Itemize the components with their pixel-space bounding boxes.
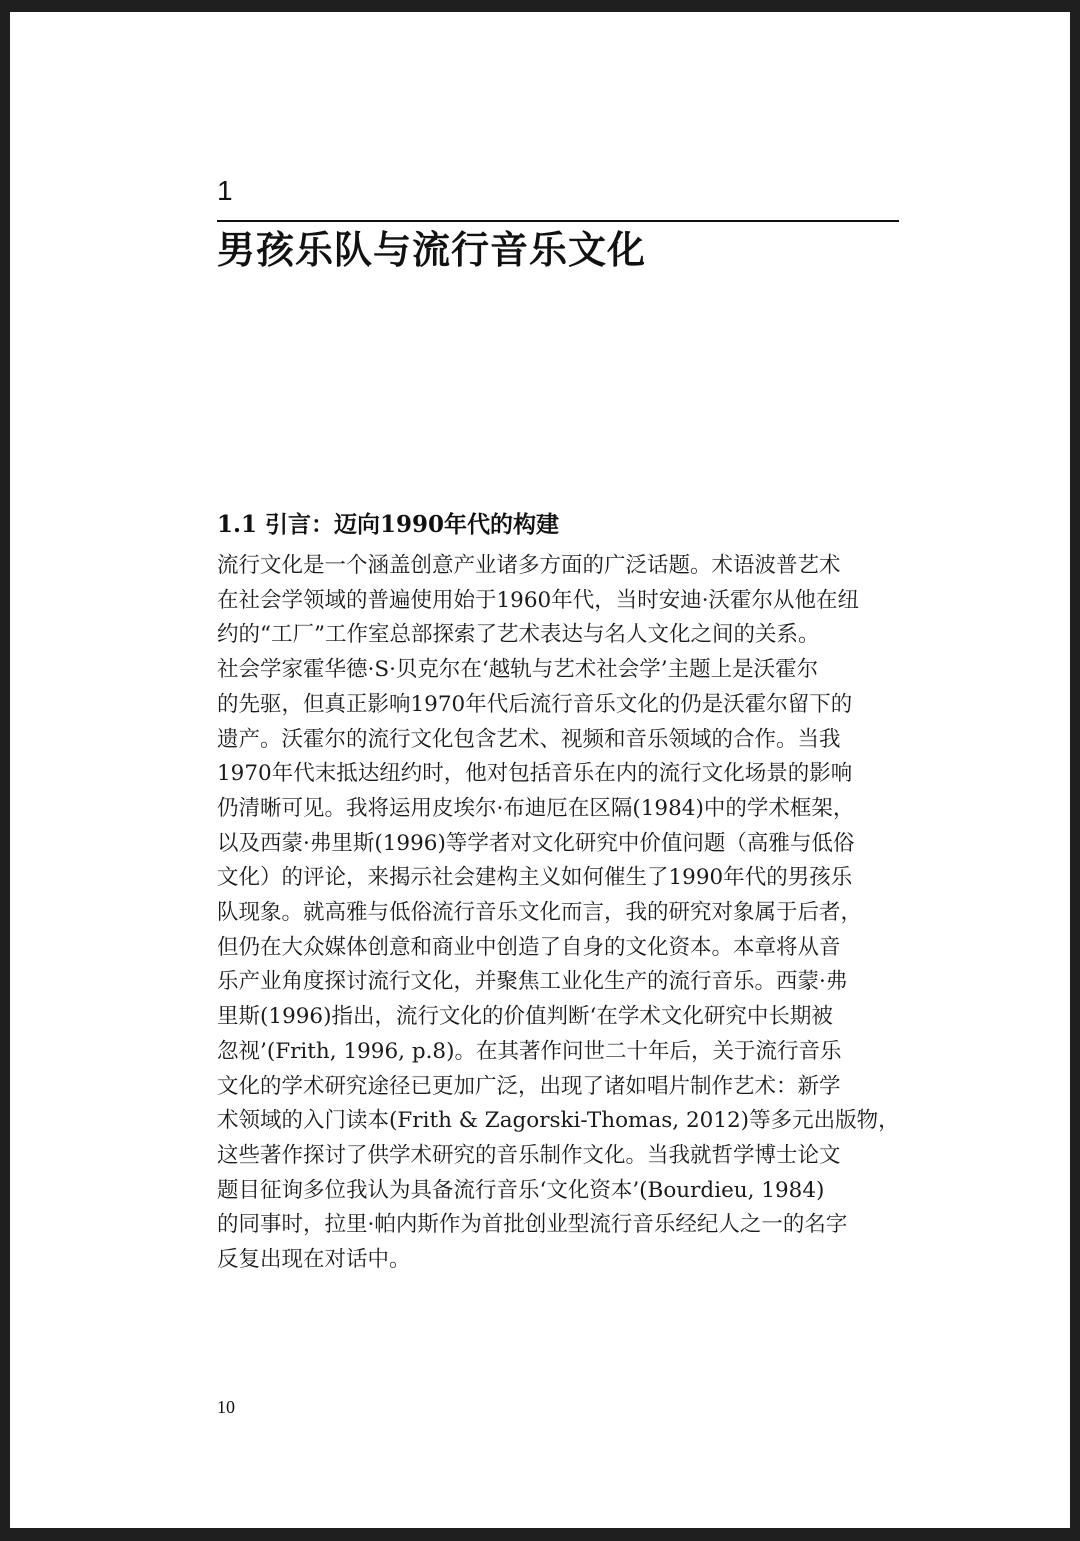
- section-heading: 1.1 引言：迈向1990年代的构建: [217, 511, 560, 538]
- paragraph-line: 遗产。沃霍尔的流行文化包含艺术、视频和音乐领域的合作。当我: [217, 726, 841, 752]
- paragraph-line: 约的“工厂”工作室总部探索了艺术表达与名人文化之间的关系。: [217, 622, 820, 648]
- paragraph-line: 在社会学领域的普遍使用始于1960年代，当时安迪·沃霍尔从他在纽: [217, 587, 860, 613]
- body-paragraph: [217, 549, 907, 1278]
- paragraph-line: 反复出现在对话中。: [217, 1247, 411, 1273]
- paragraph-line: 队现象。就高雅与低俗流行音乐文化而言，我的研究对象属于后者，: [217, 900, 863, 926]
- paragraph-line: 仍清晰可见。我将运用皮埃尔·布迪厄在区隔(1984)中的学术框架，: [217, 795, 855, 821]
- paragraph-line: 文化的学术研究途径已更加广泛，出现了诸如唱片制作艺术：新学: [217, 1073, 841, 1099]
- paragraph-line: 的先驱，但真正影响1970年代后流行音乐文化的仍是沃霍尔留下的: [217, 691, 853, 717]
- paragraph-line: 术领域的入门读本(Frith & Zagorski-Thomas, 2012)等多元出版物，: [217, 1108, 900, 1134]
- chapter-number: 1: [217, 175, 233, 206]
- paragraph-line: 流行文化是一个涵盖创意产业诸多方面的广泛话题。术语波普艺术: [217, 553, 841, 578]
- paragraph-line: 1970年代末抵达纽约时，他对包括音乐在内的流行文化场景的影响: [217, 761, 853, 787]
- page-number: 10: [217, 1397, 235, 1417]
- paragraph-line: 题目征询多位我认为具备流行音乐‘文化资本’(Bourdieu, 1984): [217, 1177, 825, 1203]
- paragraph-line: 忽视’(Frith, 1996, p.8)。在其著作问世二十年后，关于流行音乐: [217, 1038, 842, 1064]
- paragraph-line: 里斯(1996)指出，流行文化的价值判断‘在学术文化研究中长期被: [217, 1004, 833, 1030]
- chapter-title: 男孩乐队与流行音乐文化: [217, 227, 647, 272]
- paragraph-line: 的同事时，拉里·帕内斯作为首批创业型流行音乐经纪人之一的名字: [217, 1212, 848, 1238]
- paragraph-line: 社会学家霍华德·S·贝克尔在‘越轨与艺术社会学’主题上是沃霍尔: [217, 657, 819, 683]
- paragraph-line: 但仍在大众媒体创意和商业中创造了自身的文化资本。本章将从音: [217, 934, 841, 960]
- paragraph-line: 这些著作探讨了供学术研究的音乐制作文化。当我就哲学博士论文: [217, 1142, 841, 1168]
- paragraph-line: 乐产业角度探讨流行文化，并聚焦工业化生产的流行音乐。西蒙·弗: [217, 969, 848, 995]
- paragraph-line: 文化）的评论，来揭示社会建构主义如何催生了1990年代的男孩乐: [217, 865, 853, 891]
- chapter-divider: [217, 220, 899, 222]
- paragraph-line: 以及西蒙·弗里斯(1996)等学者对文化研究中价值问题（高雅与低俗: [217, 830, 855, 856]
- book-page: [10, 12, 1070, 1528]
